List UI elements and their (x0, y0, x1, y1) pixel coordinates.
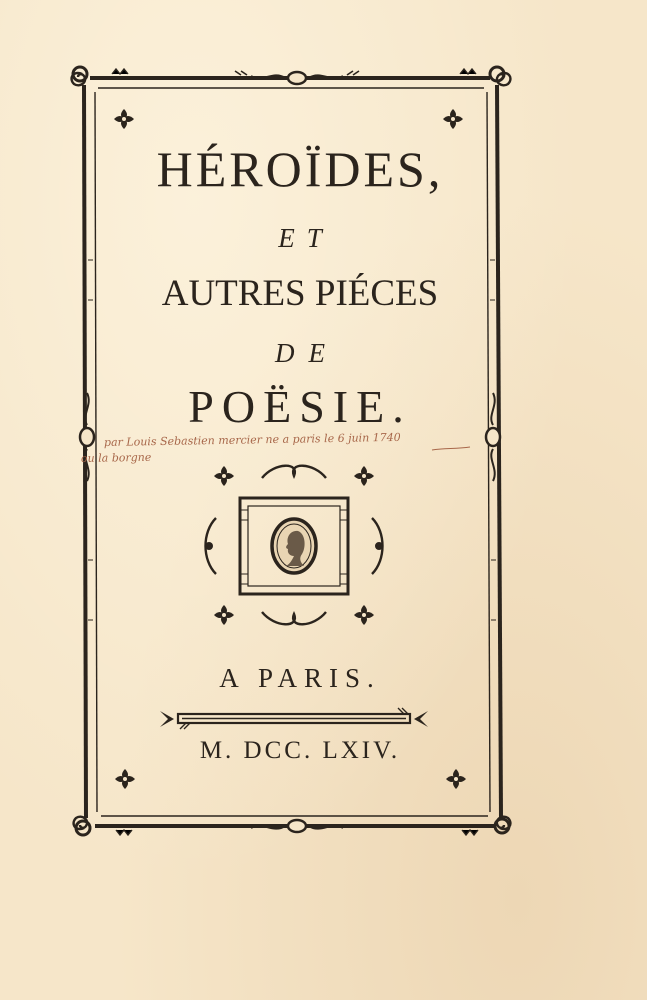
decorative-rule (160, 708, 428, 729)
title-et: ET (278, 223, 334, 253)
title-autres-pieces: AUTRES PIÉCES (161, 273, 439, 314)
title-de: DE (275, 338, 339, 368)
handwritten-note-line-2: ou la borgne (80, 450, 152, 465)
title-poesie: POËSIE. (188, 381, 412, 432)
imprint-date: M. DCC. LXIV. (199, 737, 401, 764)
handwritten-note-line-1: par Louis Sebastien mercier ne a paris le 6 juin 1740 (103, 430, 401, 449)
title-heroides: HÉROÏDES, (156, 141, 444, 197)
portrait-medallion (272, 519, 316, 573)
imprint-place: A PARIS. (219, 663, 381, 693)
